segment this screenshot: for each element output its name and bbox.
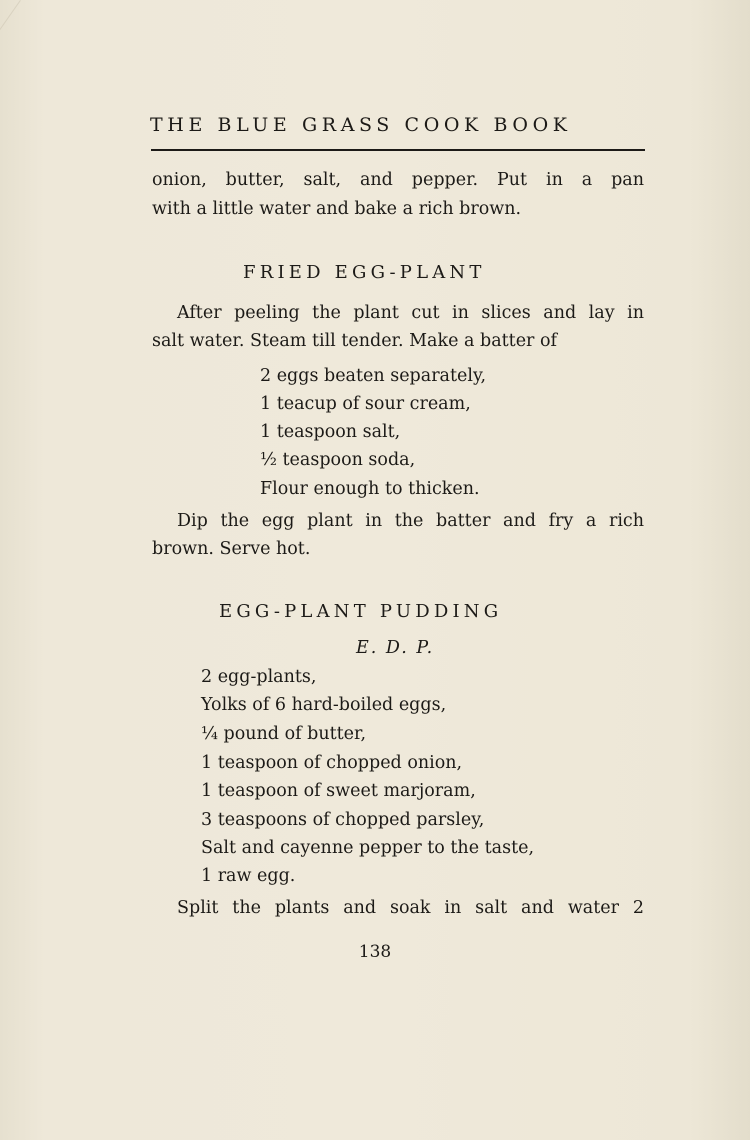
running-head: THE BLUE GRASS COOK BOOK: [150, 114, 572, 136]
recipe-direction-line: Split the plants and soak in salt and water 2: [177, 898, 644, 918]
continuation-line: with a little water and bake a rich brown.: [152, 199, 522, 219]
page-number: 138: [358, 942, 392, 962]
recipe-intro-line: salt water. Steam till tender. Make a batter of: [152, 331, 557, 351]
ingredient-item: Flour enough to thicken.: [260, 479, 480, 499]
recipe-intro-line: After peeling the plant cut in slices and lay in: [177, 303, 644, 323]
ingredient-item: 1 teaspoon salt,: [260, 422, 401, 442]
page-crease: [0, 0, 21, 214]
ingredient-item: 1 raw egg.: [201, 866, 296, 886]
ingredient-item: 1 teaspoon of chopped onion,: [201, 753, 463, 773]
ingredient-item: Yolks of 6 hard-boiled eggs,: [201, 695, 447, 715]
ingredient-item: 2 eggs beaten separately,: [260, 366, 487, 386]
ingredient-item: ¼ pound of butter,: [201, 724, 367, 744]
recipe-title: FRIED EGG-PLANT: [243, 262, 486, 283]
ingredient-item: 3 teaspoons of chopped parsley,: [201, 810, 485, 830]
continuation-line: onion, butter, salt, and pepper. Put in a pan: [152, 170, 644, 190]
ingredient-item: 1 teacup of sour cream,: [260, 394, 471, 414]
ingredient-item: 1 teaspoon of sweet marjoram,: [201, 781, 476, 801]
recipe-direction-line: Dip the egg plant in the batter and fry a rich: [177, 511, 644, 531]
ingredient-item: Salt and cayenne pepper to the taste,: [201, 838, 535, 858]
ingredient-item: 2 egg-plants,: [201, 667, 317, 687]
recipe-attribution: E. D. P.: [356, 638, 435, 658]
header-rule: [151, 149, 645, 151]
recipe-title: EGG-PLANT PUDDING: [219, 601, 503, 622]
ingredient-item: ½ teaspoon soda,: [260, 450, 416, 470]
recipe-direction-line: brown. Serve hot.: [152, 539, 311, 559]
